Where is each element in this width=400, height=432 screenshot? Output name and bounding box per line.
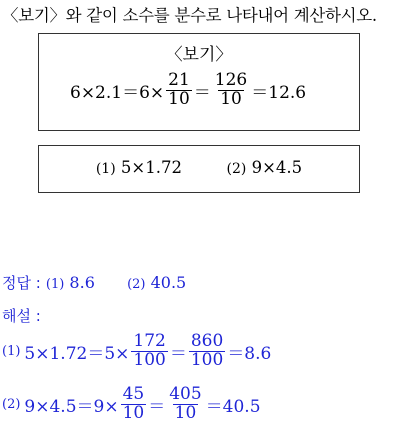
example-result: ＝12.6: [251, 82, 307, 103]
problem-2-index: (2): [226, 161, 247, 177]
solution-label: 해설 :: [2, 307, 41, 325]
fraction-denominator: 10: [122, 402, 145, 423]
problem-list: [39, 158, 359, 177]
solution-1-index: (1): [2, 343, 21, 359]
solution-1-fraction-2: [189, 333, 225, 370]
solution-2-index: (2): [2, 396, 21, 412]
equals-sign: ＝: [193, 82, 211, 103]
instruction-text: 〈보기〉와 같이 소수를 분수로 나타내어 계산하시오.: [2, 6, 377, 25]
fraction-numerator: 126: [214, 70, 248, 90]
answer-1-value: 8.6: [69, 273, 95, 292]
problem-box: [38, 145, 360, 193]
fraction-denominator: 10: [220, 88, 242, 109]
solution-2-lhs: 9×4.5＝9×: [24, 396, 119, 417]
fraction-numerator: 405: [169, 384, 202, 404]
fraction-numerator: 172: [133, 331, 166, 351]
fraction-denominator: 10: [168, 88, 190, 109]
solution-line-2: [2, 386, 261, 423]
answer-1-index: (1): [45, 277, 65, 292]
example-fraction-2: [213, 72, 249, 109]
solution-1-result: ＝8.6: [227, 343, 272, 364]
problem-2-expression: 9×4.5: [251, 158, 303, 177]
example-fraction-1: [166, 72, 192, 109]
answer-2-index: (2): [127, 277, 146, 292]
example-box: [38, 33, 360, 131]
solution-2-result: ＝40.5: [205, 396, 261, 417]
solution-1-lhs: 5×1.72＝5×: [24, 343, 130, 364]
fraction-denominator: 10: [174, 402, 197, 423]
equals-sign: ＝: [148, 396, 166, 417]
solution-line-1: [2, 333, 271, 370]
example-title: 〈보기〉: [165, 45, 233, 65]
problem-1-index: (1): [95, 161, 116, 177]
solution-2-fraction-1: [121, 386, 147, 423]
problem-1-expression: 5×1.72: [120, 158, 182, 177]
equals-sign: ＝: [169, 343, 187, 364]
fraction-denominator: 100: [133, 349, 166, 370]
answer-row: [2, 272, 186, 293]
fraction-numerator: 860: [190, 331, 224, 351]
solution-1-fraction-1: [131, 333, 167, 370]
fraction-numerator: 45: [122, 384, 145, 404]
answer-2-value: 40.5: [150, 273, 187, 292]
solution-2-fraction-2: [167, 386, 203, 423]
example-equation: [70, 72, 306, 109]
answer-label: 정답 :: [2, 274, 41, 292]
fraction-denominator: 100: [190, 349, 224, 370]
example-lhs: 6×2.1＝6×: [70, 82, 165, 103]
fraction-numerator: 21: [168, 70, 190, 90]
